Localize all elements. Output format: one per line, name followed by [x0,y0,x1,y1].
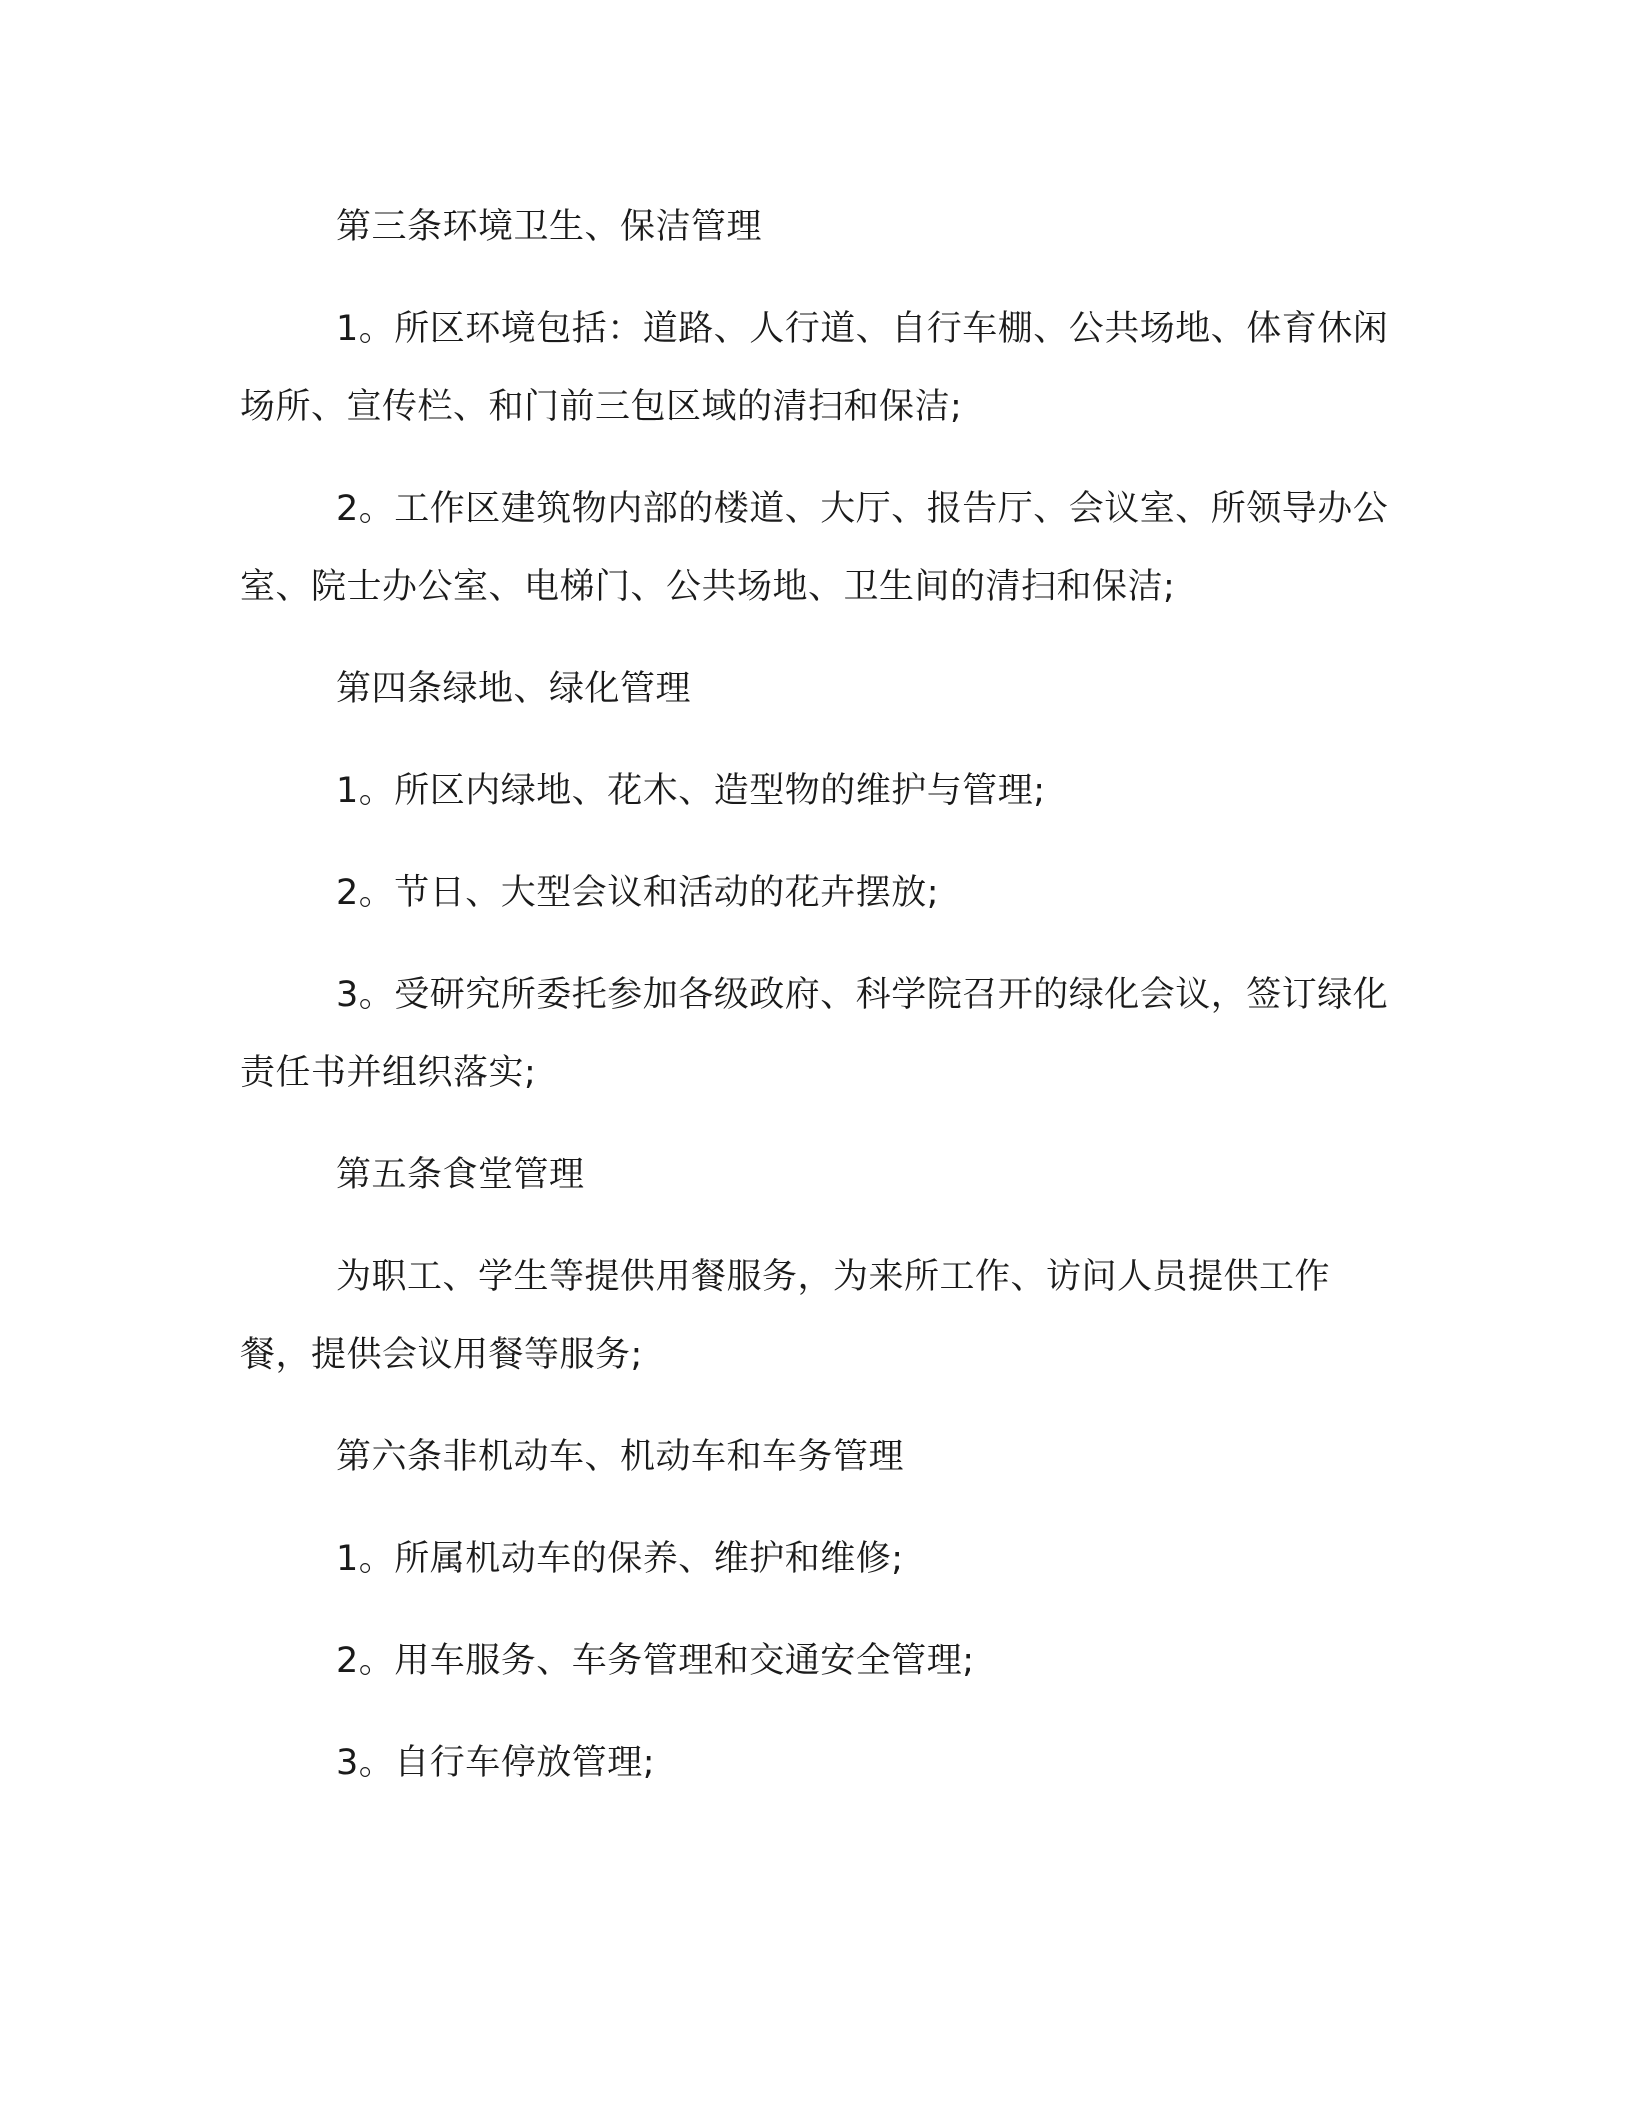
article-3-item-1: 1。所区环境包括：道路、人行道、自行车棚、公共场地、体育休闲场所、宣传栏、和门前三包区域的清扫和保洁; [240,309,1389,427]
article-4-heading: 第四条绿地、绿化管理 [336,669,692,709]
document-body [240,188,1390,1826]
article-6-item-2: 2。用车服务、车务管理和交通安全管理; [336,1641,975,1681]
article-4-item-3: 3。受研究所委托参加各级政府、科学院召开的绿化会议，签订绿化责任书并组织落实; [240,975,1389,1093]
article-6-heading: 第六条非机动车、机动车和车务管理 [336,1437,905,1477]
article-6-item-1: 1。所属机动车的保养、维护和维修; [336,1539,904,1579]
article-4-item-2: 2。节日、大型会议和活动的花卉摆放; [336,873,940,913]
article-3-item-2: 2。工作区建筑物内部的楼道、大厅、报告厅、会议室、所领导办公室、院士办公室、电梯门、公共场地、卫生间的清扫和保洁; [240,489,1389,607]
article-5-heading: 第五条食堂管理 [336,1155,585,1195]
article-5-body: 为职工、学生等提供用餐服务，为来所工作、访问人员提供工作餐，提供会议用餐等服务; [240,1257,1331,1375]
article-6-item-3: 3。自行车停放管理; [336,1743,656,1783]
article-4-item-1: 1。所区内绿地、花木、造型物的维护与管理; [336,771,1046,811]
article-3-heading: 第三条环境卫生、保洁管理 [336,207,763,247]
